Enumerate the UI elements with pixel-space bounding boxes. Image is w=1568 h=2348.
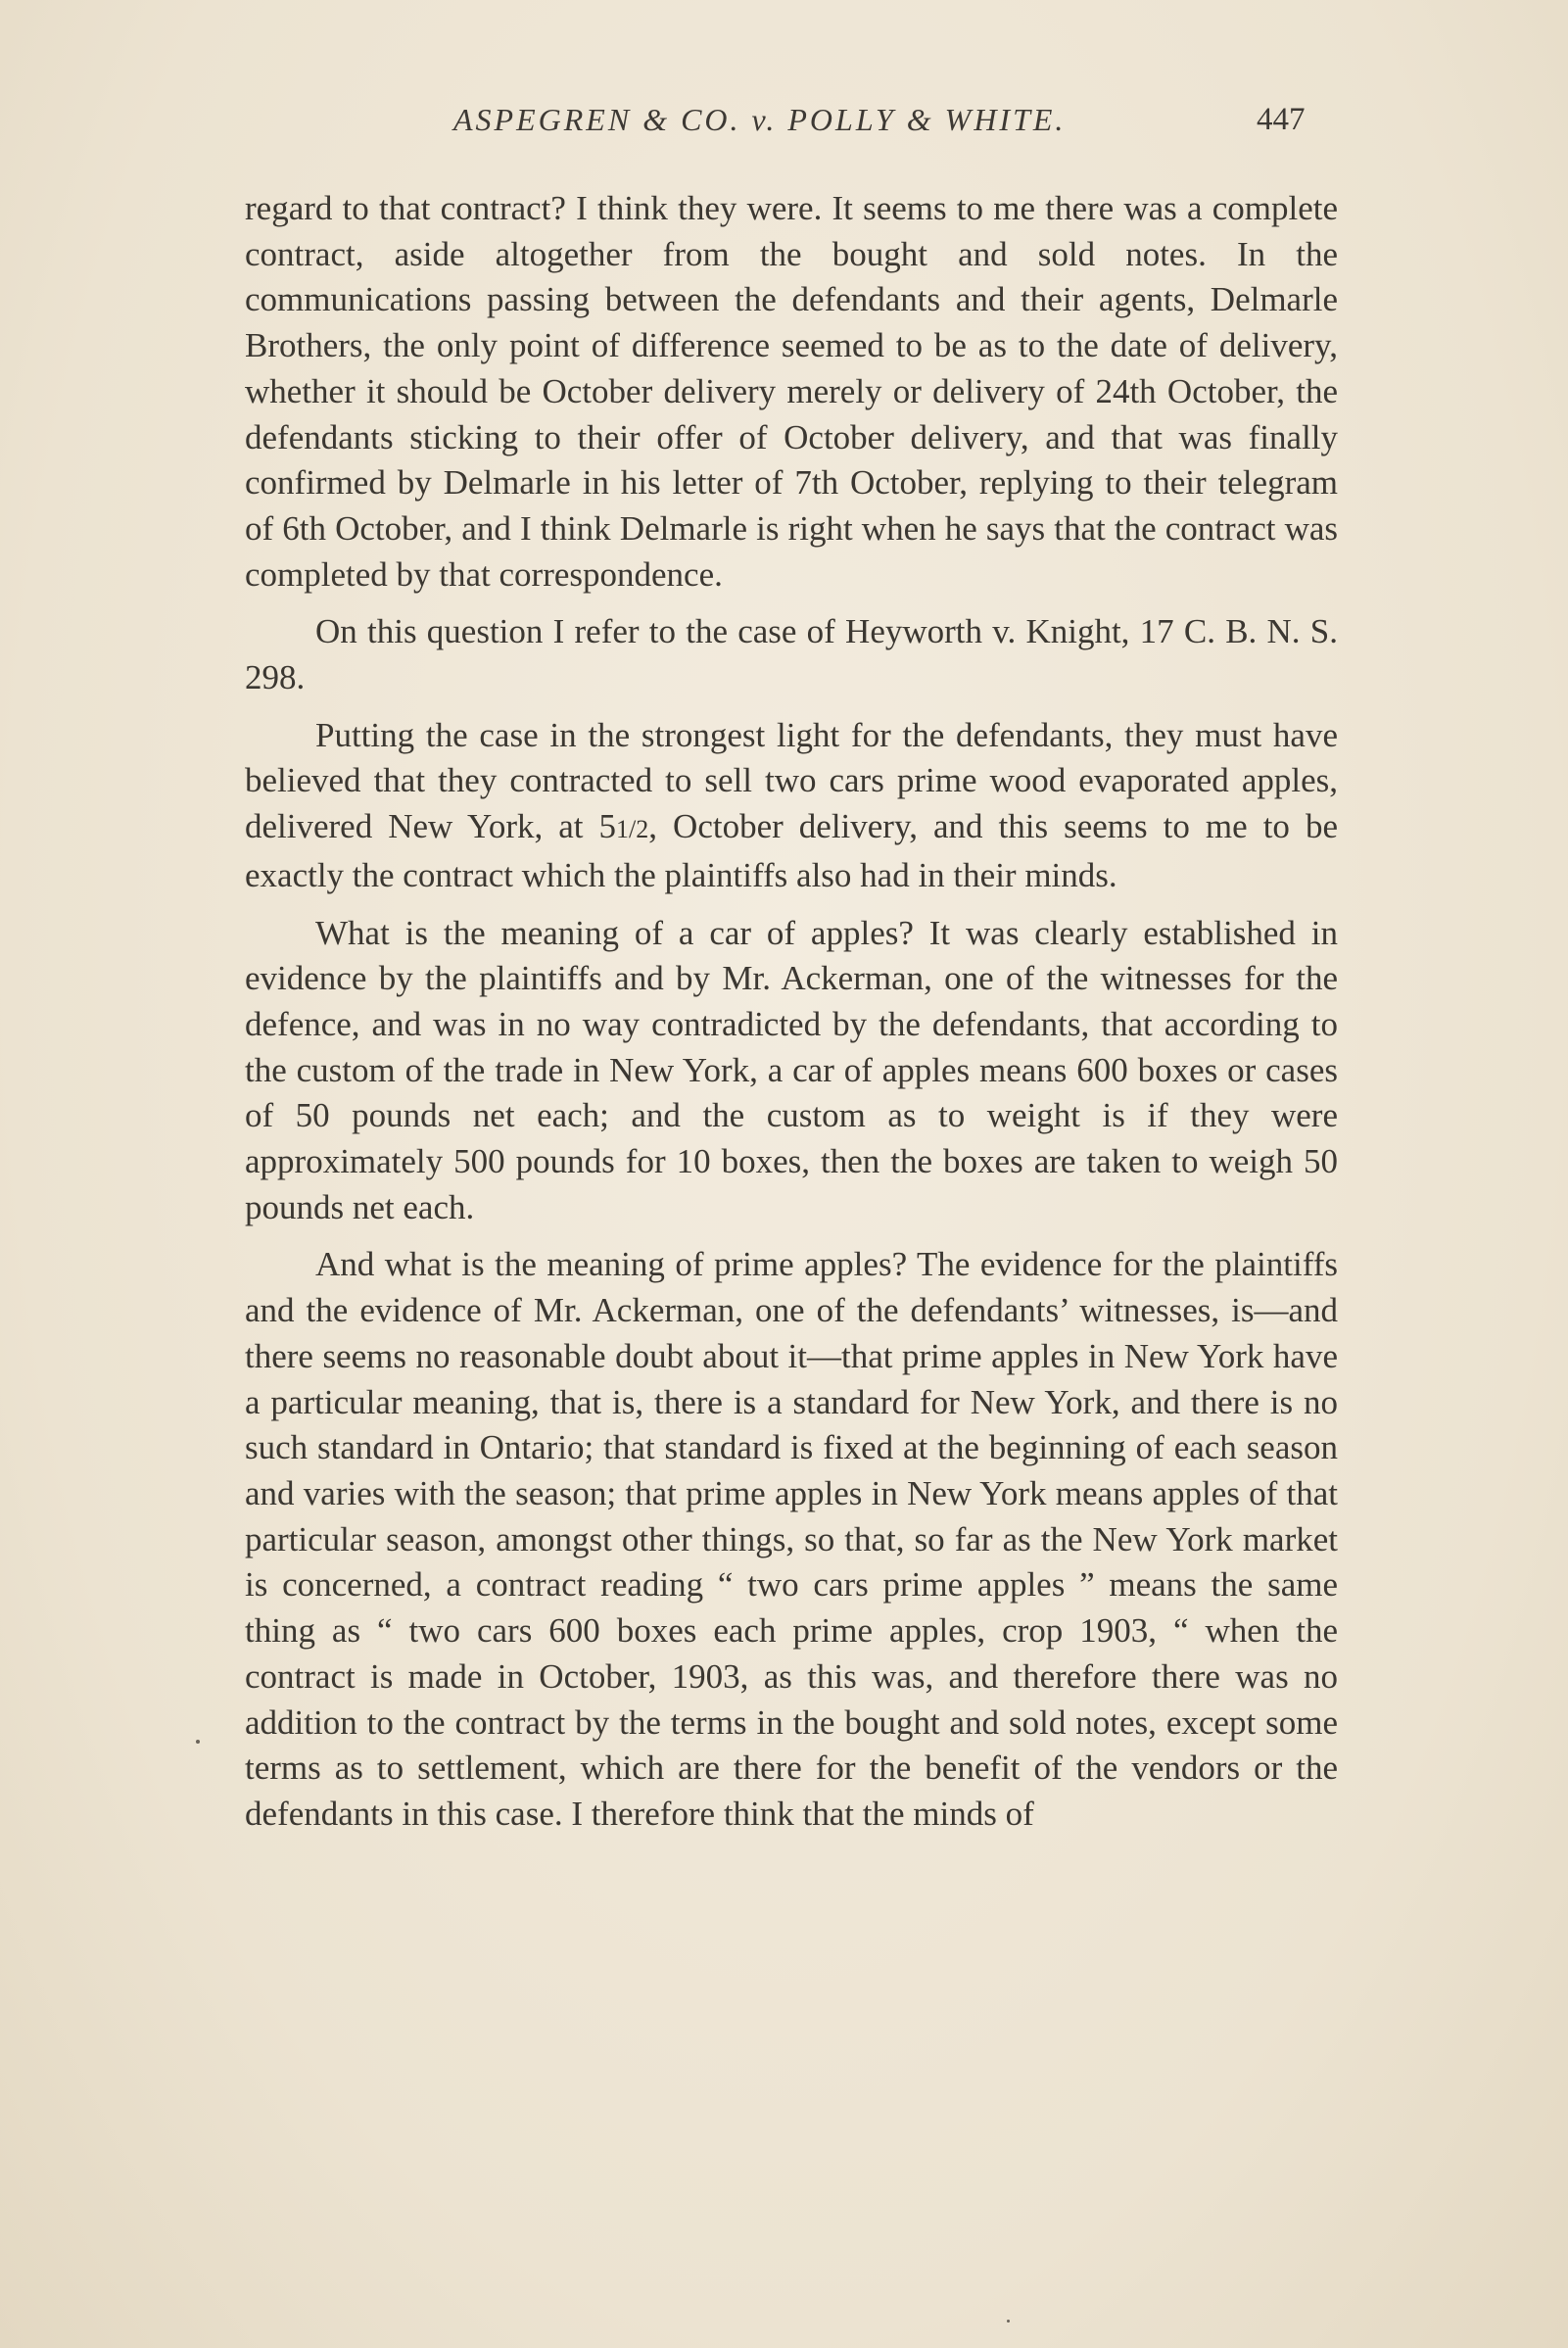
- paragraph-3-text-before: Putting the case in the strongest light for the defendants, they must have believed that they contracted to sell two cars prime wood evaporated apples, delivered New York, at 5: [245, 715, 1338, 846]
- paragraph-3: [245, 713, 1338, 899]
- page-number: 447: [1257, 102, 1306, 137]
- running-title: ASPEGREN & CO. v. POLLY & WHITE.: [453, 102, 1067, 137]
- bottom-mark: [1007, 2320, 1010, 2323]
- paragraph-1: regard to that contract? I think they were. It seems to me there was a complete contract, aside altogether from the bought and sold notes. In the communications passing between the defendants and their agents, Delmarle Brothers, the only point of difference seemed to be as to the date of delivery, whether it should be October delivery merely or delivery of 24th October, the defendants sticking to their offer of October delivery, and that was finally confirmed by Delmarle in his letter of 7th October, replying to their telegram of 6th October, and I think Delmarle is right when he says that the contract was completed by that correspondence.: [245, 189, 1338, 594]
- paragraph-4: What is the meaning of a car of apples? It was clearly established in evidence by the plaintiffs and by Mr. Ackerman, one of the witnesses for the defence, and was in no way contradicted by the defendants, that according to the custom of the trade in New York, a car of apples means 600 boxes or cases of 50 pounds net each; and the custom as to weight is if they were approximately 500 pounds for 10 boxes, then the boxes are taken to weigh 50 pounds net each.: [245, 913, 1338, 1226]
- margin-mark: [196, 1740, 200, 1744]
- running-head: [0, 102, 1568, 151]
- paragraph-5: And what is the meaning of prime apples? The evidence for the plaintiffs and the evidence of Mr. Ackerman, one of the defendants’ witnesses, is—and there seems no reasonable doubt about it—that prime apples in New York have a particular meaning, that is, there is a standard for New York, and there is no such standard in Ontario; that standard is fixed at the beginning of each season and varies with the season; that prime apples in New York means apples of that particular season, amongst other things, so that, so far as the New York market is concerned, a contract reading “ two cars prime apples ” means the same thing as “ two cars 600 boxes each prime apples, crop 1903, “ when the contract is made in October, 1903, as this was, and therefore there was no addition to the contract by the terms in the bought and sold notes, except some terms as to settlement, which are there for the benefit of the vendors or the defendants in this case. I therefore think that the minds of: [245, 1245, 1338, 1833]
- fraction-half: 1/2: [616, 815, 649, 844]
- paragraph-2: On this question I refer to the case of Heyworth v. Knight, 17 C. B. N. S. 298.: [245, 612, 1338, 697]
- body-text: [245, 186, 1338, 1849]
- paragraph-3-text-after: , October delivery, and this seems to me to be exactly the contract which the plaintiffs also had in their minds.: [245, 807, 1338, 894]
